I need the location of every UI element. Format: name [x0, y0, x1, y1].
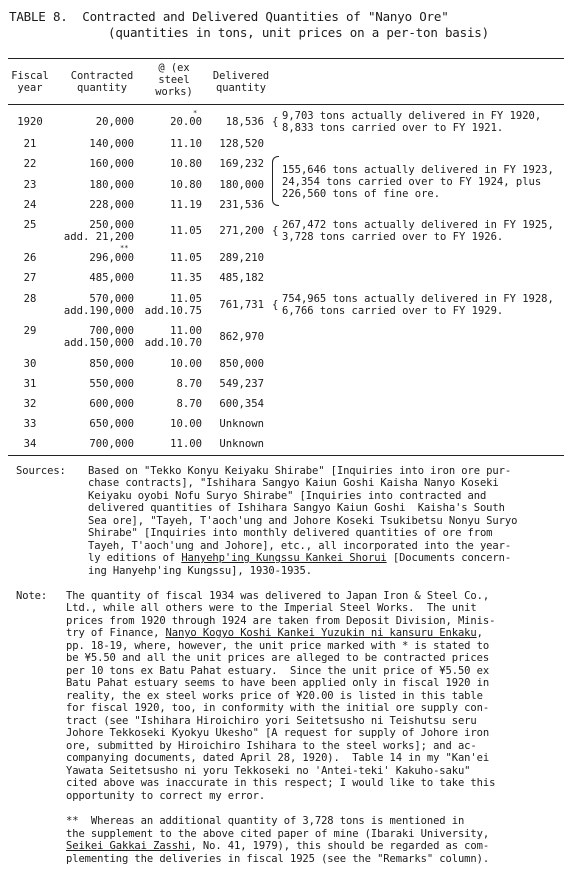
row-contracted: 650,000 — [89, 418, 134, 430]
row-contracted: 600,000 — [89, 398, 134, 410]
row-price: 11.05 — [170, 225, 202, 237]
row-price: 11.05 — [170, 293, 202, 305]
sources-label: Sources: — [16, 465, 66, 477]
row-year: 22 — [23, 158, 37, 170]
row-year: 33 — [23, 418, 37, 430]
sources-line: Based on "Tekko Konyu Keiyaku Shirabe" [Inquiries into iron ore pur- — [88, 465, 512, 477]
note-line: Batu Pahat estuary seems to have been applied only in fiscal 1920 in — [66, 677, 490, 689]
note-line: Yawata Seitetsusho ni yoru Tekkoseki no 'Antei-teki' Kakuho-saku" — [66, 765, 471, 777]
row-price: 8.70 — [176, 398, 202, 410]
remark-1925-line-1: 267,472 tons actually delivered in FY 1925, — [282, 219, 554, 231]
row-contracted: 160,000 — [89, 158, 134, 170]
row-price-additional: add.10.70 — [144, 337, 202, 349]
remark-1923-line-3: 226,560 tons of fine ore. — [282, 188, 441, 200]
row-price: 11.05 — [170, 252, 202, 264]
row-delivered: 850,000 — [219, 358, 264, 370]
row-price: 10.80 — [170, 179, 202, 191]
remark-brace-1920: { — [272, 116, 279, 128]
sources-line: Keiyaku oyobi Nofu Suryo Shirabe" [Inquiries into contracted and — [88, 490, 487, 502]
asterisk-mark: * — [193, 109, 198, 117]
double-asterisk-mark: ** — [120, 244, 129, 252]
row-year: 26 — [23, 252, 37, 264]
row-contracted: 180,000 — [89, 179, 134, 191]
row-contracted: 140,000 — [89, 138, 134, 150]
row-year: 24 — [23, 199, 37, 211]
sources-line: Tayeh, T'aoch'ung and Johore], etc., all incorporated into the year- — [88, 540, 512, 552]
note-book-title: Nanyo Kogyo Koshi Kankei Yuzukin ni kansuru Enkaku — [165, 627, 477, 639]
row-delivered: 180,000 — [219, 179, 264, 191]
note-line: Ltd., while all others were to the Imperial Steel Works. The unit — [66, 602, 477, 614]
row-year: 29 — [23, 325, 37, 337]
note-text: , — [476, 627, 483, 639]
note-line: per 10 tons ex Batu Pahat estuary. Since the unit price of ¥5.50 ex — [66, 665, 490, 677]
sources-line — [88, 552, 511, 564]
row-delivered: 600,354 — [219, 398, 264, 410]
note-line: plementing the deliveries in fiscal 1925 (see the "Remarks" column). — [66, 853, 490, 865]
row-year: 25 — [23, 219, 37, 231]
row-year: 32 — [23, 398, 37, 410]
note-label: Note: — [16, 590, 48, 602]
note-line: pp. 18-19, where, however, the unit price marked with * is stated to — [66, 640, 490, 652]
row-delivered: 485,182 — [219, 272, 264, 284]
row-price: 11.19 — [170, 199, 202, 211]
sources-text: [Documents concern- — [386, 552, 512, 564]
row-contracted: 485,000 — [89, 272, 134, 284]
row-contracted: 296,000 — [89, 252, 134, 264]
header-contracted-quantity: Contracted quantity — [70, 70, 134, 94]
sources-line: Sea ore], "Tayeh, T'aoch'ung and Johore Koseki Tsukibetsu Nonyu Suryo — [88, 515, 518, 527]
row-delivered: 169,232 — [219, 158, 264, 170]
remark-brace-1925: { — [272, 225, 279, 237]
row-delivered: 18,536 — [225, 116, 264, 128]
note-line: Johore Tekkoseki Kyokyu Ukesho" [A request for supply of Johore iron — [66, 727, 490, 739]
note-line: cited above was inaccurate in this respect; I would like to take this — [66, 777, 496, 789]
row-price: 11.10 — [170, 138, 202, 150]
row-contracted: 850,000 — [89, 358, 134, 370]
row-delivered: 128,520 — [219, 138, 264, 150]
row-delivered: 761,731 — [219, 299, 264, 311]
remark-1920-line-2: 8,833 tons carried over to FY 1921. — [282, 122, 504, 134]
table-title-line-2: (quantities in tons, unit prices on a per-ton basis) — [108, 25, 489, 40]
note-text: try of Finance, — [66, 627, 166, 639]
row-year: 31 — [23, 378, 37, 390]
row-year: 23 — [23, 179, 37, 191]
row-delivered: 862,970 — [219, 331, 264, 343]
row-contracted: 228,000 — [89, 199, 134, 211]
row-price: 11.00 — [170, 325, 202, 337]
remark-1925-line-2: 3,728 tons carried over to FY 1926. — [282, 231, 504, 243]
row-delivered: Unknown — [219, 418, 264, 430]
header-fiscal-year: Fiscal year — [11, 70, 49, 94]
row-contracted: 700,000 — [89, 438, 134, 450]
remark-brace-1923 — [272, 156, 279, 206]
remark-1928-line-2: 6,766 tons carried over to FY 1929. — [282, 305, 504, 317]
remark-1923-line-2: 24,354 tons carried over to FY 1924, plus — [282, 176, 542, 188]
row-year: 21 — [23, 138, 37, 150]
note-line: the supplement to the above cited paper of mine (Ibaraki University, — [66, 828, 490, 840]
row-delivered: 231,536 — [219, 199, 264, 211]
row-year: 1920 — [17, 116, 43, 128]
row-contracted: 250,000 — [89, 219, 134, 231]
note-line — [66, 840, 489, 852]
row-delivered: Unknown — [219, 438, 264, 450]
row-contracted: 20,000 — [95, 116, 134, 128]
row-delivered: 549,237 — [219, 378, 264, 390]
note-line — [66, 627, 483, 639]
table-header-rule — [8, 104, 564, 105]
row-contracted: 550,000 — [89, 378, 134, 390]
note-line: ** Whereas an additional quantity of 3,728 tons is mentioned in — [66, 815, 465, 827]
row-year: 30 — [23, 358, 37, 370]
row-price: 10.80 — [170, 158, 202, 170]
sources-line: delivered quantities of Ishihara Sangyo Kaiun Goshi Kaisha's South — [88, 502, 505, 514]
row-contracted-additional: add.190,000 — [63, 305, 134, 317]
row-price: 20.00 — [170, 116, 202, 128]
remark-1920-line-1: 9,703 tons actually delivered in FY 1920, — [282, 110, 542, 122]
sources-line: Shirabe" [Inquiries into monthly delivered quantities of ore from — [88, 527, 493, 539]
note-text: , No. 41, 1979), this should be regarded as com- — [190, 840, 490, 852]
row-year: 28 — [23, 293, 37, 305]
header-delivered-quantity: Delivered quantity — [212, 70, 270, 94]
sources-line: chase contracts], "Ishihara Sangyo Kaiun Goshi Kaisha Nanyo Koseki — [88, 477, 499, 489]
note-journal-title: Seikei Gakkai Zasshi — [66, 840, 191, 852]
note-line: opportunity to correct my error. — [66, 790, 266, 802]
row-price-additional: add.10.75 — [144, 305, 202, 317]
row-contracted: 570,000 — [89, 293, 134, 305]
row-price: 10.00 — [170, 358, 202, 370]
note-line: The quantity of fiscal 1934 was delivered to Japan Iron & Steel Co., — [66, 590, 490, 602]
row-contracted: 700,000 — [89, 325, 134, 337]
header-unit-price: @ (ex steel works) — [155, 62, 193, 98]
row-delivered: 271,200 — [219, 225, 264, 237]
row-price: 10.00 — [170, 418, 202, 430]
row-price: 11.35 — [170, 272, 202, 284]
row-contracted-additional: add.150,000 — [63, 337, 134, 349]
table-title-line-1: TABLE 8. Contracted and Delivered Quantities of "Nanyo Ore" — [9, 9, 449, 24]
table-bottom-rule — [8, 455, 564, 456]
note-line: ore, submitted by Hiroichiro Ishihara to the steel works]; and ac- — [66, 740, 477, 752]
remark-brace-1928: { — [272, 299, 279, 311]
note-line: tract (see "Ishihara Hiroichiro yori Seitetsusho ni Teishutsu seru — [66, 715, 477, 727]
row-year: 27 — [23, 272, 37, 284]
note-line: companying documents, dated April 28, 1920). Table 14 in my "Kan'ei — [66, 752, 490, 764]
row-price: 11.00 — [170, 438, 202, 450]
sources-book-title: Hanyehp'ing Kungssu Kankei Shorui — [181, 552, 387, 564]
sources-line: ing Hanyehp'ing Kungssu], 1930-1935. — [88, 565, 312, 577]
note-line: be ¥5.50 and all the unit prices are alleged to be contracted prices — [66, 652, 490, 664]
note-line: for fiscal 1920, too, in conformity with the initial ore supply con- — [66, 702, 490, 714]
remark-1928-line-1: 754,965 tons actually delivered in FY 1928, — [282, 293, 554, 305]
remark-1923-line-1: 155,646 tons actually delivered in FY 1923, — [282, 164, 554, 176]
table-top-rule — [8, 58, 564, 59]
row-contracted-additional: add. 21,200 — [63, 231, 134, 243]
row-delivered: 289,210 — [219, 252, 264, 264]
row-price: 8.70 — [176, 378, 202, 390]
row-year: 34 — [23, 438, 37, 450]
note-line: prices from 1920 through 1924 are taken from Deposit Division, Minis- — [66, 615, 496, 627]
note-line: reality, the ex steel works price of ¥20.00 is listed in this table — [66, 690, 483, 702]
sources-text: ly editions of — [88, 552, 182, 564]
